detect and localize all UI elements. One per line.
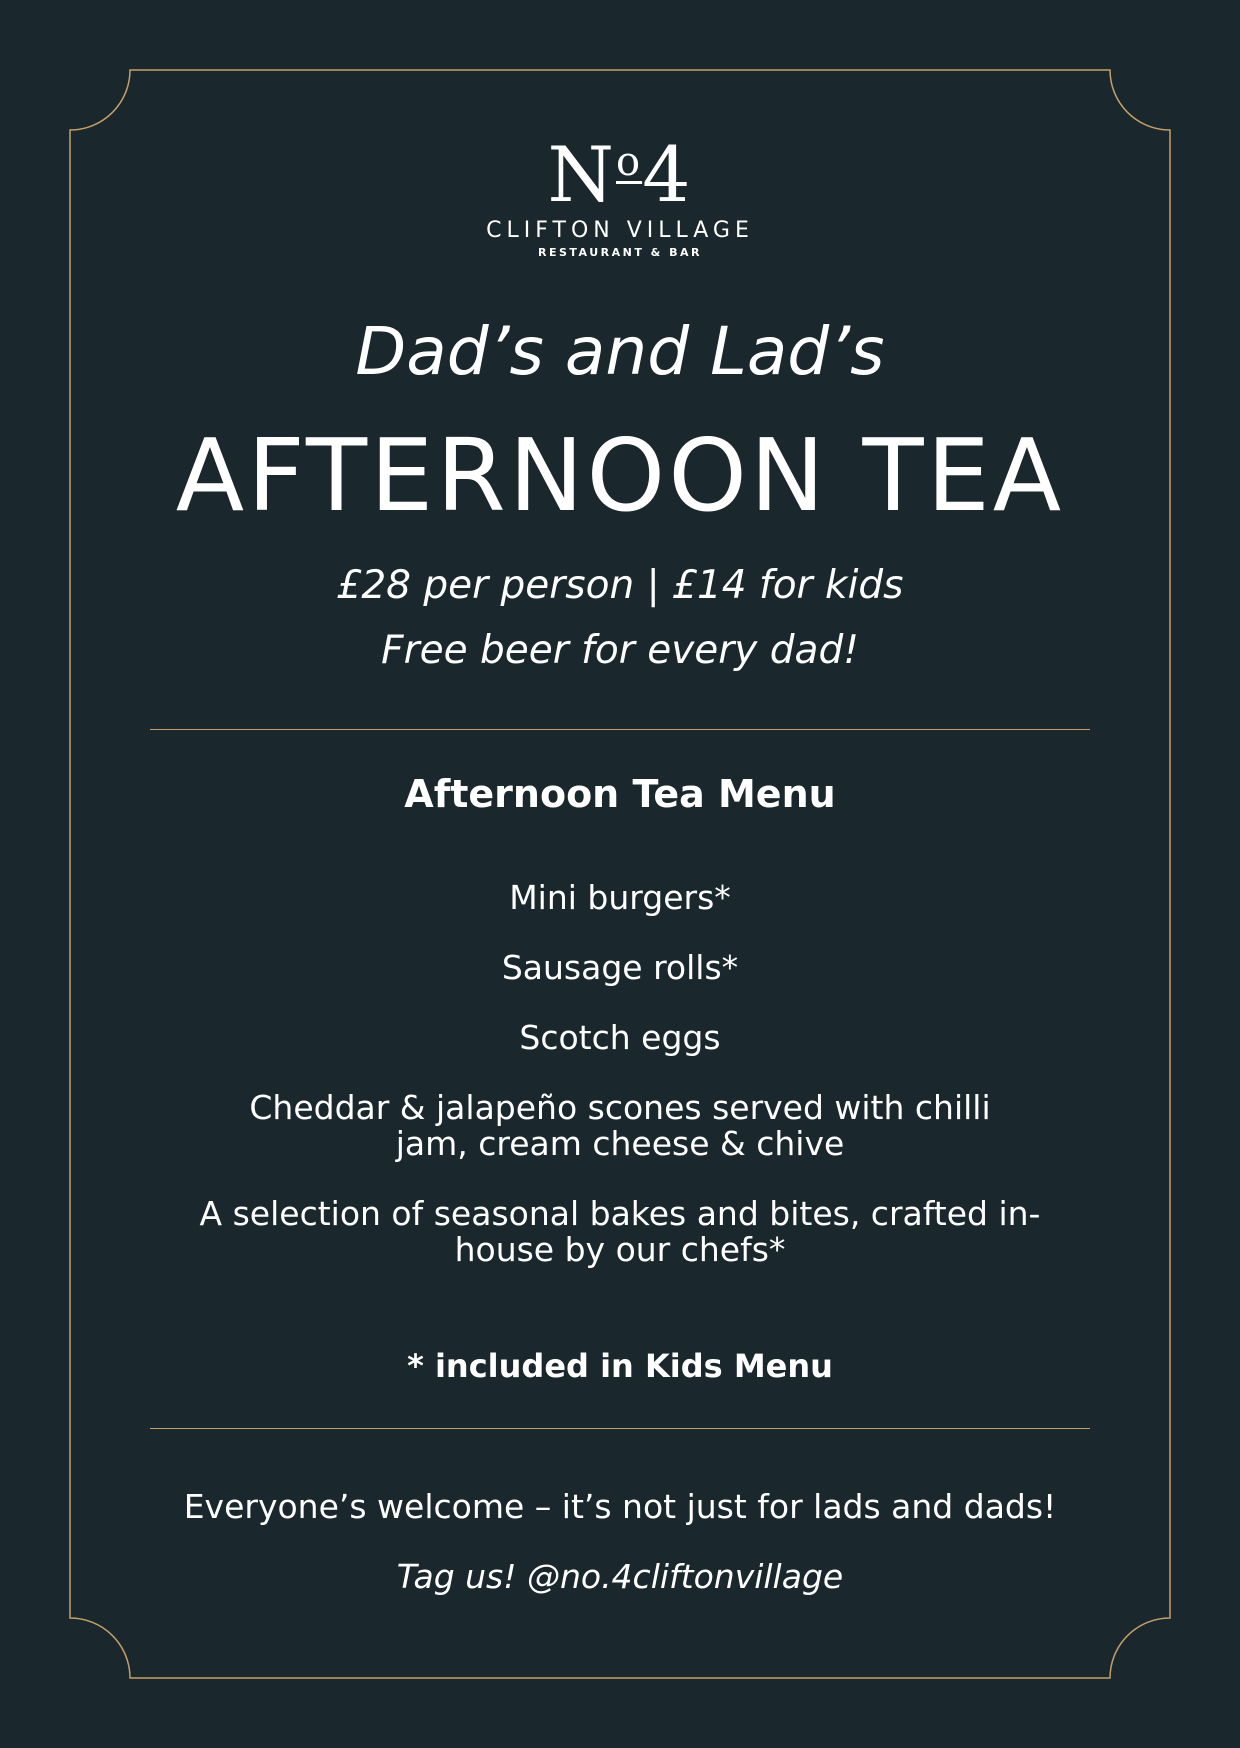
event-title: AFTERNOON TEA bbox=[175, 417, 1065, 534]
logo-mark bbox=[0, 122, 1240, 219]
menu-list bbox=[0, 880, 1240, 1302]
menu-item: A selection of seasonal bakes and bites, crafted in-house by our chefs* bbox=[199, 1194, 1041, 1269]
price-line: £28 per person | £14 for kids bbox=[336, 563, 904, 608]
menu-item: Sausage rolls* bbox=[501, 948, 739, 987]
menu-item: Cheddar & jalapeño scones served with chilli jam, cream cheese & chive bbox=[249, 1088, 991, 1163]
logo-numero-n: N bbox=[547, 130, 617, 219]
logo-name: CLIFTON VILLAGE bbox=[486, 218, 754, 243]
logo-numero-o: o bbox=[616, 139, 643, 185]
menu-item: Scotch eggs bbox=[519, 1018, 721, 1057]
kids-menu-footnote: * included in Kids Menu bbox=[407, 1347, 833, 1385]
social-handle: Tag us! @no.4cliftonvillage bbox=[396, 1557, 844, 1596]
logo-numero-digit: 4 bbox=[642, 130, 693, 219]
logo-tagline: RESTAURANT & BAR bbox=[538, 246, 702, 259]
event-subtitle: Dad’s and Lad’s bbox=[355, 313, 885, 390]
menu-item: Mini burgers* bbox=[509, 878, 731, 917]
offer-line: Free beer for every dad! bbox=[381, 628, 859, 673]
menu-heading: Afternoon Tea Menu bbox=[404, 772, 836, 816]
divider bbox=[150, 1428, 1090, 1429]
welcome-message: Everyone’s welcome – it’s not just for lads and dads! bbox=[183, 1487, 1057, 1526]
divider bbox=[150, 729, 1090, 730]
